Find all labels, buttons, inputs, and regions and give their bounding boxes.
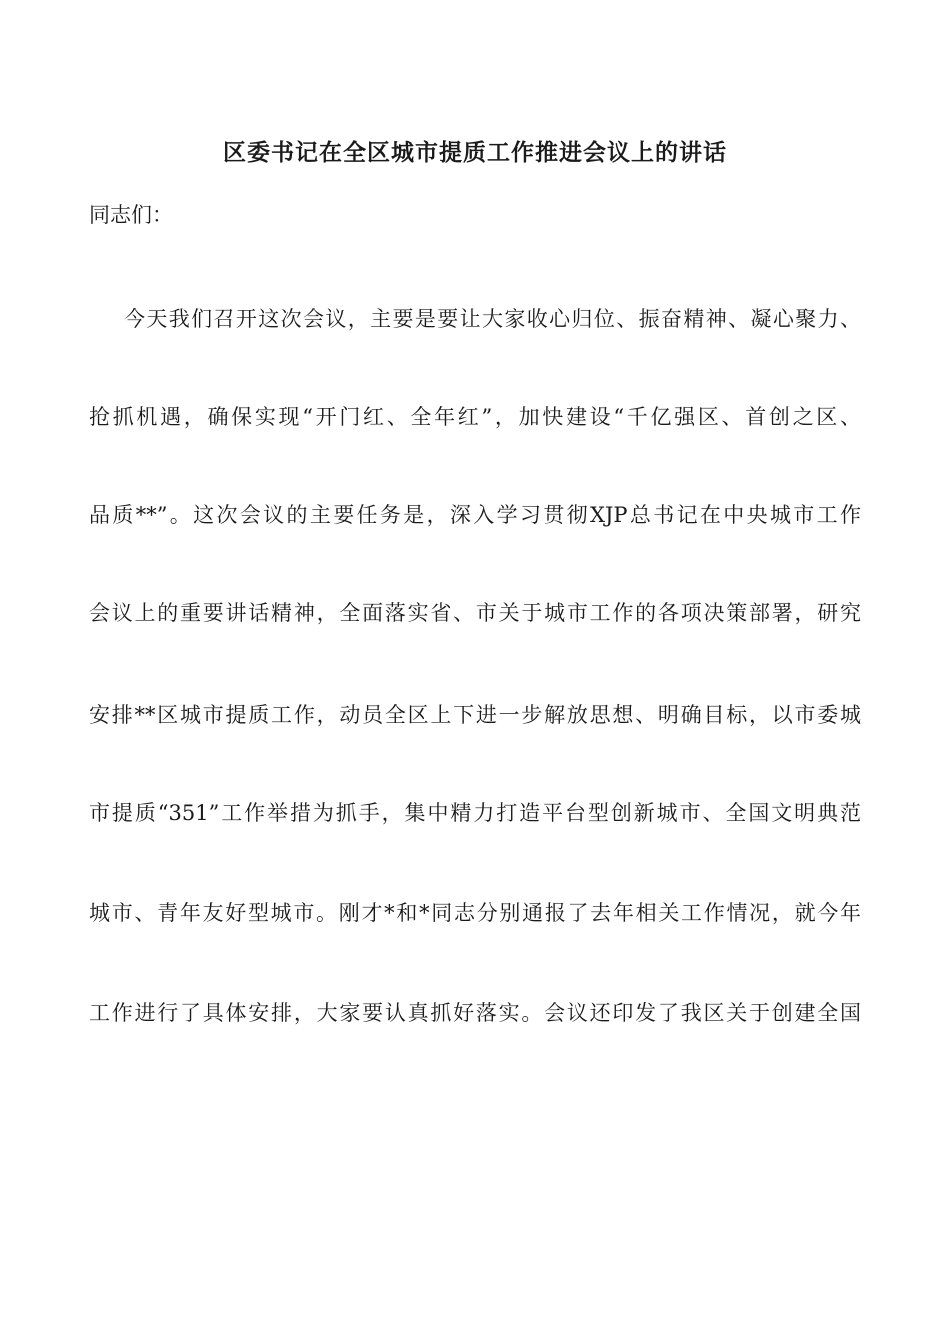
paragraph-line: 会议上的重要讲话精神，全面落实省、市关于城市工作的各项决策部署，研究: [89, 601, 861, 625]
paragraph-line: 市提质“351”工作举措为抓手，集中精力打造平台型创新城市、全国文明典范: [89, 801, 861, 825]
paragraph-line: 安排**区城市提质工作，动员全区上下进一步解放思想、明确目标，以市委城: [89, 703, 861, 727]
paragraph-line: 今天我们召开这次会议，主要是要让大家收心归位、振奋精神、凝心聚力、: [124, 307, 861, 331]
paragraph-line: 品质**”。这次会议的主要任务是，深入学习贯彻XJP总书记在中央城市工作: [89, 503, 861, 527]
salutation: 同志们：: [89, 203, 173, 227]
document-title: 区委书记在全区城市提质工作推进会议上的讲话: [223, 139, 727, 166]
paragraph-line: 抢抓机遇，确保实现“开门红、全年红”，加快建设“千亿强区、首创之区、: [89, 405, 861, 429]
paragraph-line: 工作进行了具体安排，大家要认真抓好落实。会议还印发了我区关于创建全国: [89, 1001, 861, 1025]
paragraph-line: 城市、青年友好型城市。刚才*和*同志分别通报了去年相关工作情况，就今年: [89, 901, 861, 925]
